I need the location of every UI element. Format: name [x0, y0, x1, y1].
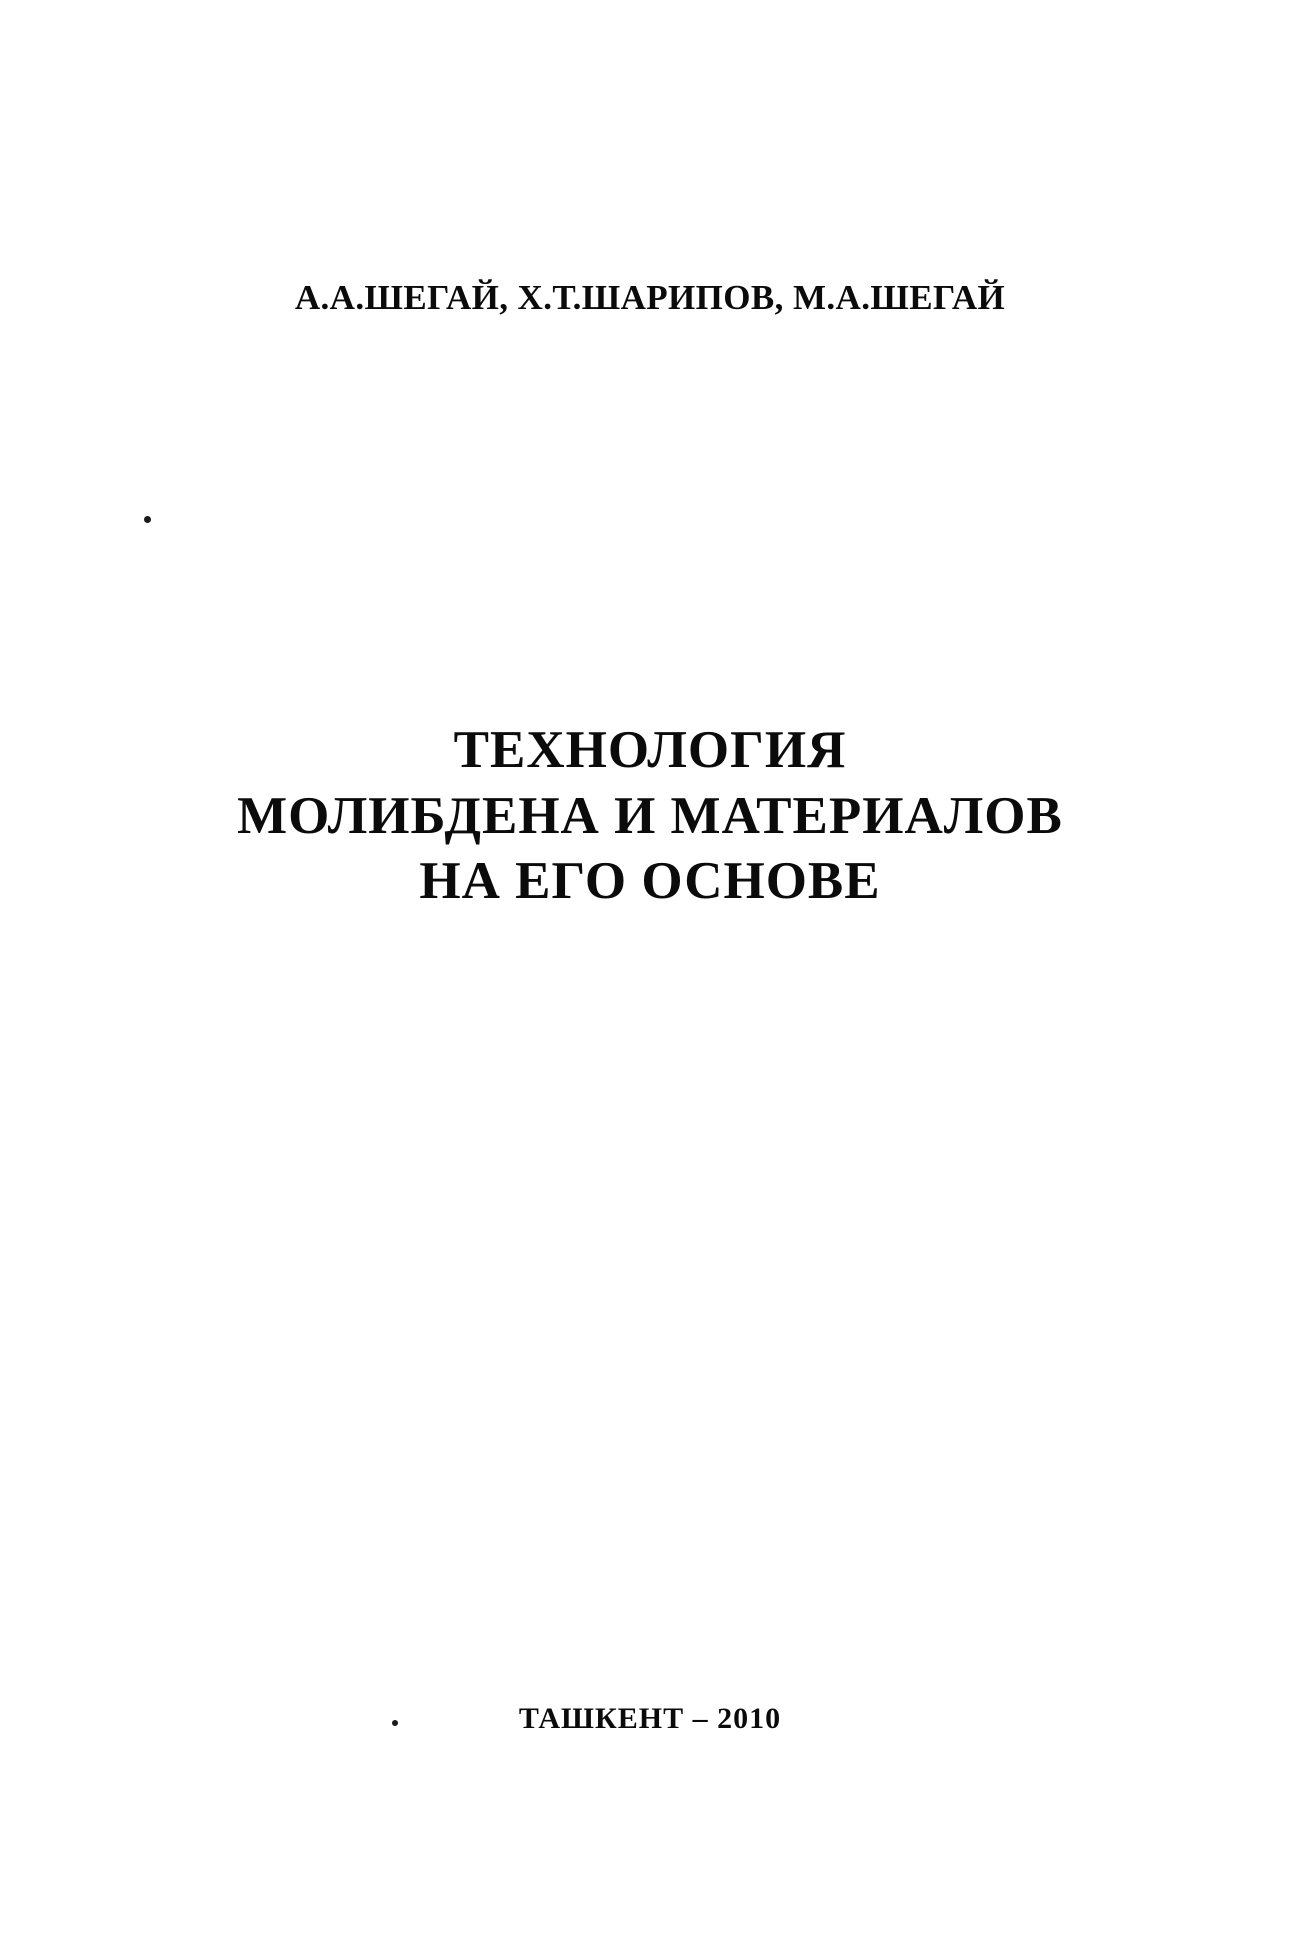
authors-line: А.А.ШЕГАЙ, Х.Т.ШАРИПОВ, М.А.ШЕГАЙ [294, 278, 1006, 317]
imprint-line: ТАШКЕНТ – 2010 [518, 1702, 782, 1735]
title-line-1: ТЕХНОЛОГИЯ [453, 721, 847, 779]
book-title [0, 718, 1300, 915]
ink-speck-upper [144, 516, 151, 523]
title-line-3: НА ЕГО ОСНОВЕ [419, 852, 881, 911]
title-line-2: МОЛИБДЕНА И МАТЕРИАЛОВ [237, 786, 1063, 845]
